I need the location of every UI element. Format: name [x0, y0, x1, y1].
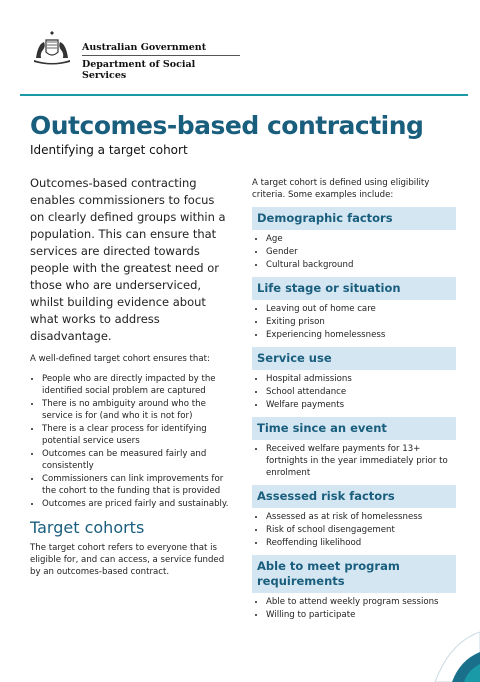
list-item: • Willing to participate — [266, 609, 456, 621]
left-column — [30, 175, 230, 586]
list-item: • Gender — [266, 246, 456, 258]
list-item: • Age — [266, 233, 456, 245]
list-item: • Assessed as at risk of homelessness — [266, 511, 456, 523]
list-item: • Risk of school disengagement — [266, 524, 456, 536]
coat-of-arms-icon — [32, 30, 72, 66]
gov-name: Australian Government — [82, 42, 207, 53]
government-header — [32, 30, 232, 80]
header-divider — [82, 55, 240, 56]
box-heading-demographic: Demographic factors — [252, 207, 456, 230]
box-heading-risk-factors: Assessed risk factors — [252, 485, 456, 508]
list-item: • There is no ambiguity around who the service is for (and who it is not for) — [42, 398, 230, 422]
department-name: Department of Social Services — [82, 59, 196, 81]
box-heading-program-requirements: Able to meet program requirements — [252, 555, 456, 593]
list-item: • Experiencing homelessness — [266, 329, 456, 341]
page-subtitle: Identifying a target cohort — [30, 143, 188, 157]
box-list — [252, 511, 456, 549]
box-heading-service-use: Service use — [252, 347, 456, 370]
page-title: Outcomes-based contracting — [30, 111, 424, 140]
list-item: • Exiting prison — [266, 316, 456, 328]
section-text: The target cohort refers to everyone that is eligible for, and can access, a service funded by an outcomes-based contract. — [30, 543, 225, 577]
criteria-intro: A target cohort is defined using eligibility criteria. Some examples include: — [252, 178, 430, 200]
list-item: • Cultural background — [266, 259, 456, 271]
list-item: • Reoffending likelihood — [266, 537, 456, 549]
top-rule — [20, 94, 468, 96]
section-heading: Target cohorts — [30, 518, 145, 537]
list-item: • Welfare payments — [266, 399, 456, 411]
box-list — [252, 233, 456, 271]
list-item: • Received welfare payments for 13+ fortnights in the year immediately prior to enrolment — [266, 443, 456, 479]
benefits-list — [30, 373, 230, 510]
list-item: • Commissioners can link improvements for the cohort to the funding that is provided — [42, 473, 230, 497]
intro-paragraph: Outcomes-based contracting enables commissioners to focus on clearly defined groups within a population. This can ensure that services are directed towards people with the greatest need or those who are underserviced, whilst building evidence about what works to address disadvantage. — [30, 176, 226, 343]
box-heading-life-stage: Life stage or situation — [252, 277, 456, 300]
list-item: • Outcomes are priced fairly and sustainably. — [42, 498, 230, 510]
list-item: • School attendance — [266, 386, 456, 398]
list-item: • Able to attend weekly program sessions — [266, 596, 456, 608]
list-item: • Hospital admissions — [266, 373, 456, 385]
list-item: • Leaving out of home care — [266, 303, 456, 315]
list-item: • Outcomes can be measured fairly and consistently — [42, 448, 230, 472]
list-item: • There is a clear process for identifying potential service users — [42, 423, 230, 447]
box-heading-time-since-event: Time since an event — [252, 417, 456, 440]
right-column — [252, 177, 456, 622]
box-list — [252, 443, 456, 479]
box-list — [252, 373, 456, 411]
corner-decoration-icon — [410, 612, 480, 682]
box-list — [252, 303, 456, 341]
lead-text: A well-defined target cohort ensures that: — [30, 354, 210, 364]
list-item: • People who are directly impacted by the identified social problem are captured — [42, 373, 230, 397]
